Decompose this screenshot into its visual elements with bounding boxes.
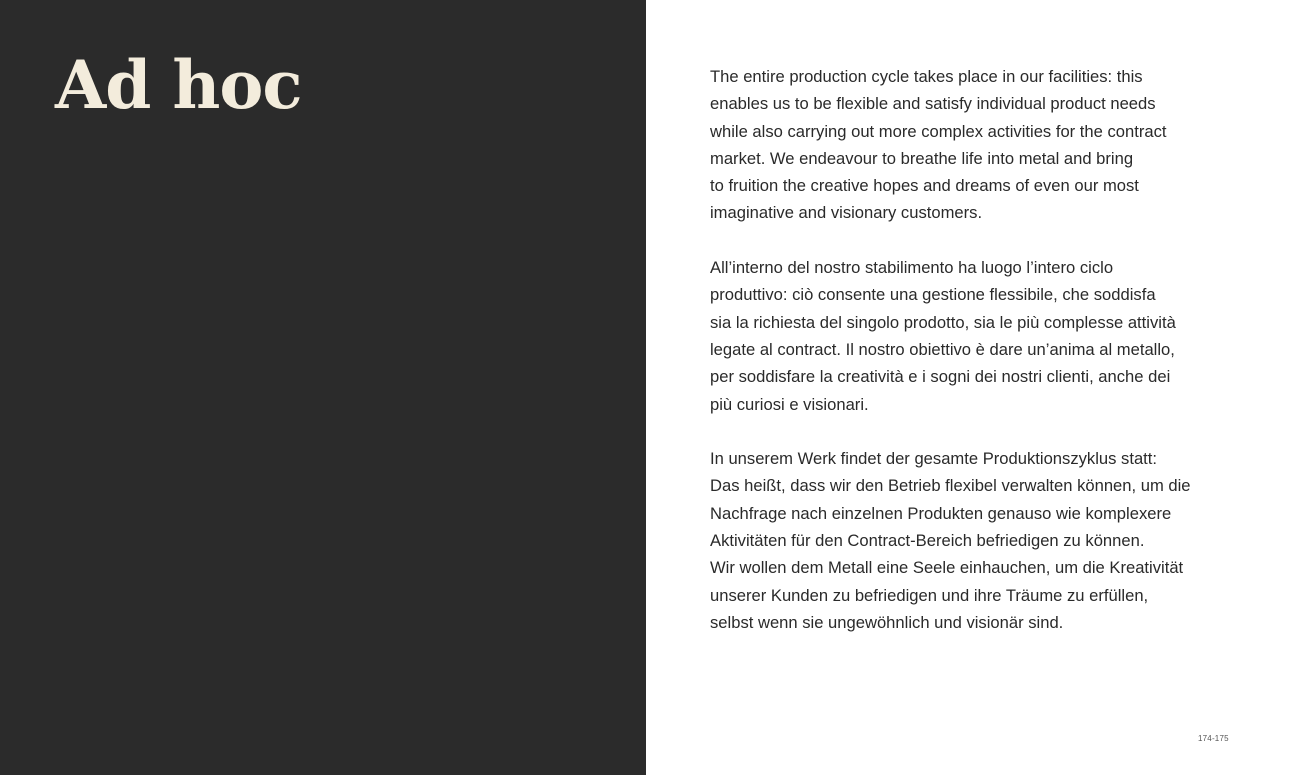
text-line: Das heißt, dass wir den Betrieb flexibel verwalten können, um die [710, 476, 1191, 496]
text-line: unserer Kunden zu befriedigen und ihre Träume zu erfüllen, [710, 585, 1149, 605]
text-line: Wir wollen dem Metall eine Seele einhauchen, um die Kreativität [710, 558, 1184, 578]
paragraph-english [710, 63, 1230, 227]
text-line: while also carrying out more complex activities for the contract [710, 121, 1167, 141]
text-line: imaginative and visionary customers. [710, 203, 983, 223]
paragraph-german [710, 445, 1230, 636]
text-line: sia la richiesta del singolo prodotto, sia le più complesse attività [710, 312, 1176, 332]
text-line: produttivo: ciò consente una gestione flessibile, che soddisfa [710, 285, 1156, 305]
text-line: più curiosi e visionari. [710, 394, 869, 414]
text-line: selbst wenn sie ungewöhnlich und visionär sind. [710, 612, 1064, 632]
text-line: The entire production cycle takes place in our facilities: this [710, 67, 1143, 86]
page-number: 174-175 [1198, 734, 1229, 743]
paragraph-italian [710, 254, 1230, 418]
text-line: Nachfrage nach einzelnen Produkten genauso wie komplexere [710, 503, 1172, 523]
page-title: Ad hoc [55, 46, 302, 124]
text-line: legate al contract. Il nostro obiettivo è dare un’anima al metallo, [710, 339, 1175, 359]
text-line: enables us to be flexible and satisfy individual product needs [710, 94, 1156, 114]
text-line: In unserem Werk findet der gesamte Produktionszyklus statt: [710, 449, 1158, 469]
right-page [646, 0, 1291, 775]
text-line: Aktivitäten für den Contract-Bereich befriedigen zu können. [710, 531, 1145, 551]
text-line: per soddisfare la creatività e i sogni dei nostri clienti, anche dei [710, 367, 1171, 387]
text-line: to fruition the creative hopes and dreams of even our most [710, 176, 1139, 196]
body-text [710, 63, 1230, 664]
text-line: market. We endeavour to breathe life into metal and bring [710, 148, 1134, 168]
text-line: All’interno del nostro stabilimento ha luogo l’intero ciclo [710, 258, 1114, 278]
